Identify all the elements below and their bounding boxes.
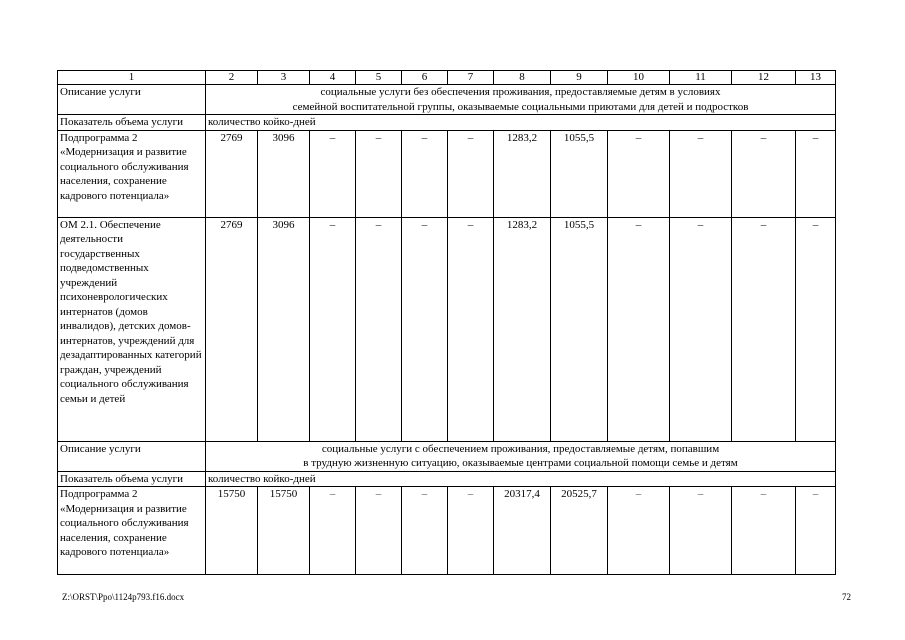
data-cell: –: [310, 130, 356, 217]
data-cell: –: [670, 487, 732, 575]
data-cell: 1283,2: [494, 217, 551, 441]
service-description-label: Описание услуги: [58, 85, 206, 115]
data-cell: 20525,7: [551, 487, 608, 575]
header-cell: 9: [551, 71, 608, 85]
data-cell: –: [448, 217, 494, 441]
service-description-line: социальные услуги без обеспечения проживания, предоставляемые детям в условиях: [320, 86, 721, 98]
data-cell: 2769: [206, 217, 258, 441]
row-name: Подпрограмма 2 «Модернизация и развитие социального обслуживания населения, сохранение кадрового потенциала»: [58, 487, 206, 575]
header-cell: 3: [258, 71, 310, 85]
data-cell: 1055,5: [551, 217, 608, 441]
data-cell: 3096: [258, 217, 310, 441]
footer-file-path: Z:\ORST\Ppo\1124p793.f16.docx: [62, 592, 185, 602]
header-cell: 4: [310, 71, 356, 85]
footer-page-number: 72: [842, 592, 851, 602]
header-row: [58, 71, 836, 85]
data-table: [57, 70, 836, 575]
data-cell: 1283,2: [494, 130, 551, 217]
service-description-line: социальные услуги с обеспечением проживания, предоставляемые детям, попавшим: [321, 442, 720, 455]
table-row: [58, 130, 836, 217]
data-cell: –: [356, 130, 402, 217]
data-cell: –: [402, 487, 448, 575]
data-cell: –: [732, 487, 796, 575]
header-cell: 5: [356, 71, 402, 85]
header-cell: 2: [206, 71, 258, 85]
volume-indicator-value: количество койко-дней: [206, 471, 836, 487]
table-row: [58, 217, 836, 441]
service-description-text: [206, 441, 836, 471]
service-description-label: Описание услуги: [58, 441, 206, 471]
header-cell: 12: [732, 71, 796, 85]
data-cell: 3096: [258, 130, 310, 217]
service-description-line: семейной воспитательной группы, оказываемые социальными приютами для детей и подростков: [292, 100, 749, 113]
data-cell: –: [448, 130, 494, 217]
volume-indicator-label: Показатель объема услуги: [58, 471, 206, 487]
data-cell: –: [448, 487, 494, 575]
header-cell: 13: [796, 71, 836, 85]
data-cell: –: [796, 487, 836, 575]
service-description-row: [58, 441, 836, 471]
data-cell: 20317,4: [494, 487, 551, 575]
service-description-row: [58, 85, 836, 115]
data-cell: –: [608, 487, 670, 575]
volume-indicator-value: количество койко-дней: [206, 115, 836, 131]
volume-indicator-row: [58, 471, 836, 487]
data-cell: –: [608, 130, 670, 217]
data-cell: –: [670, 217, 732, 441]
header-cell: 11: [670, 71, 732, 85]
data-cell: –: [402, 217, 448, 441]
header-cell: 10: [608, 71, 670, 85]
data-cell: –: [356, 217, 402, 441]
data-cell: 1055,5: [551, 130, 608, 217]
data-cell: –: [402, 130, 448, 217]
data-cell: –: [310, 217, 356, 441]
data-cell: –: [670, 130, 732, 217]
data-cell: 2769: [206, 130, 258, 217]
header-cell: 8: [494, 71, 551, 85]
data-cell: –: [732, 217, 796, 441]
table-row: [58, 487, 836, 575]
service-description-line: в трудную жизненную ситуацию, оказываемые центрами социальной помощи семье и детям: [303, 457, 738, 469]
service-description-text: [206, 85, 836, 115]
header-cell: 1: [58, 71, 206, 85]
data-cell: –: [356, 487, 402, 575]
header-cell: 6: [402, 71, 448, 85]
data-cell: –: [732, 130, 796, 217]
volume-indicator-row: [58, 115, 836, 131]
volume-indicator-label: Показатель объема услуги: [58, 115, 206, 131]
row-name: Подпрограмма 2 «Модернизация и развитие социального обслуживания населения, сохранение кадрового потенциала»: [58, 130, 206, 217]
row-name: ОМ 2.1. Обеспечение деятельности государственных подведомственных учреждений психоневрологических интернатов (домов инвалидов), детских домов-интернатов, учреждений для дезадаптированных категорий граждан, учреждений социального обслуживания семьи и детей: [58, 217, 206, 441]
data-cell: –: [608, 217, 670, 441]
data-cell: –: [796, 217, 836, 441]
data-cell: 15750: [258, 487, 310, 575]
data-cell: 15750: [206, 487, 258, 575]
data-cell: –: [310, 487, 356, 575]
data-cell: –: [796, 130, 836, 217]
header-cell: 7: [448, 71, 494, 85]
